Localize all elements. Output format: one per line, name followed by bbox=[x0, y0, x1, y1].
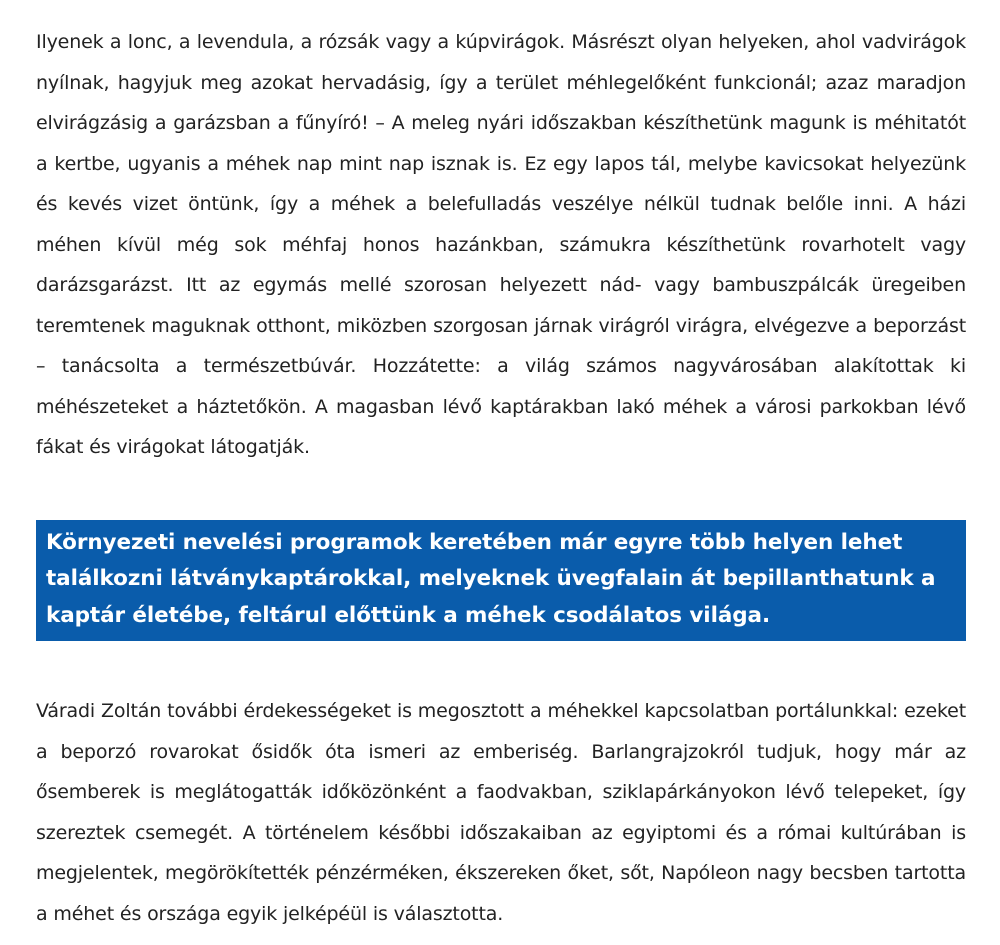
highlight-quote-box bbox=[36, 520, 966, 642]
article-paragraph-1: Ilyenek a lonc, a levendula, a rózsák vagy a kúpvirágok. Másrészt olyan helyeken, ahol vadvirágok nyílnak, hagyjuk meg azokat hervadásig, így a terület méhlegelőként funkcionál; azaz maradjon elvirágzásig a garázsban a fűnyíró! – A meleg nyári időszakban készíthetünk magunk is méhitatót a kertbe, ugyanis a méhek nap mint nap isznak is. Ez egy lapos tál, melybe kavicsokat helyezünk és kevés vizet öntünk, így a méhek a belefulladás veszélye nélkül tudnak belőle inni. A házi méhen kívül még sok méhfaj honos hazánkban, számukra készíthetünk rovarhotelt vagy darázsgarázst. Itt az egymás mellé szorosan helyezett nád- vagy bambuszpálcák üregeiben teremtenek maguknak otthont, miközben szorgosan járnak virágról virágra, elvégezve a beporzást – tanácsolta a természetbúvár. Hozzátette: a világ számos nagyvárosában alakítottak ki méhészeteket a háztetőkön. A magasban lévő kaptárakban lakó méhek a városi parkokban lévő fákat és virágokat látogatják. bbox=[36, 31, 966, 458]
article-paragraph-2: Váradi Zoltán további érdekességeket is megosztott a méhekkel kapcsolatban portálunkkal: ezeket a beporzó rovarokat ősidők óta ismeri az emberiség. Barlangrajzokról tudjuk, hogy már az ősemberek is meglátogatták időközönként a faodvakban, sziklapárkányokon lévő telepeket, így szereztek csemegét. A történelem későbbi időszakaiban az egyiptomi és a római kultúrában is megjelentek, megörökítették pénzérméken, ékszereken őket, sőt, Napóleon nagy becsben tartotta a méhet és országa egyik jelképéül is választotta. bbox=[36, 700, 966, 925]
article-body bbox=[36, 22, 966, 934]
highlight-quote-text: Környezeti nevelési programok keretében már egyre több helyen lehet találkozni látványkaptárokkal, melyeknek üvegfalain át bepillanthatunk a kaptár életébe, feltárul előttünk a méhek csodálatos világa. bbox=[46, 529, 936, 628]
